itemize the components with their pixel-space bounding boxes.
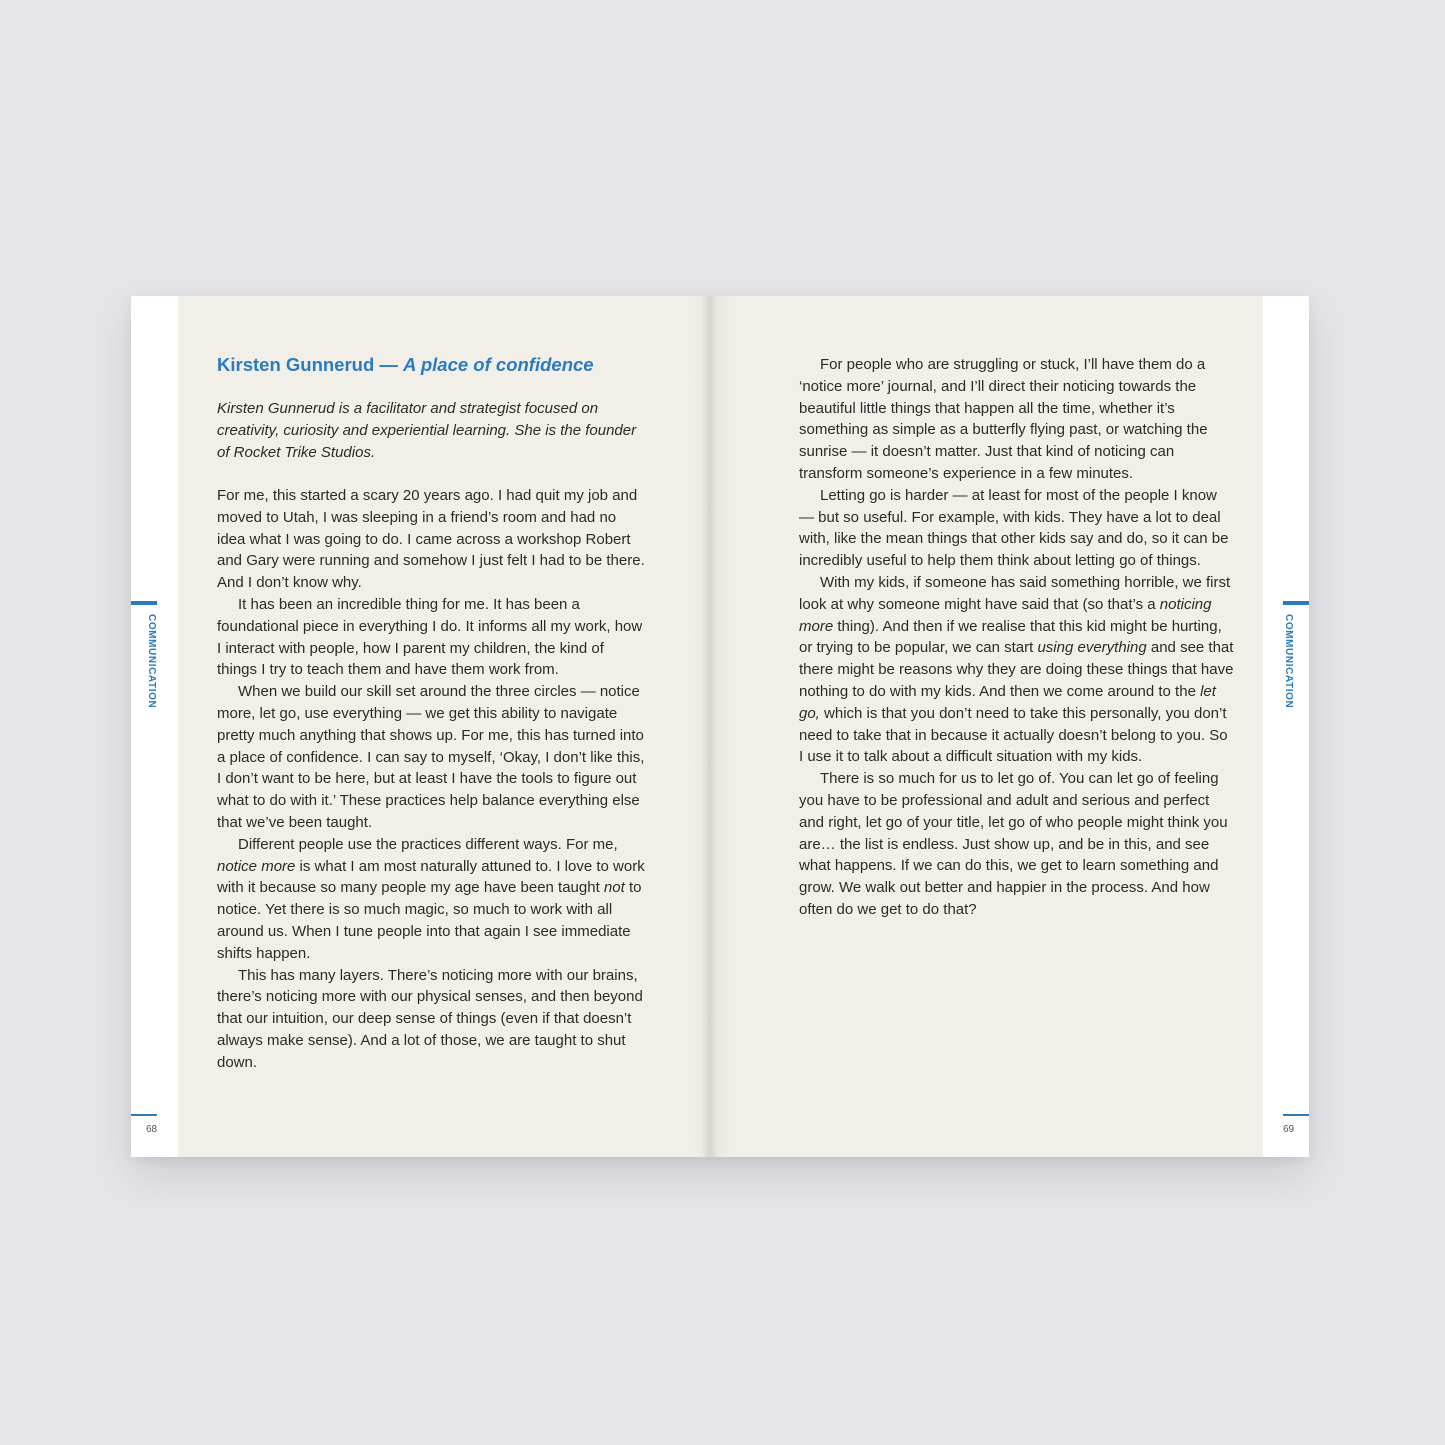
section-tab-marker [1283, 601, 1309, 605]
body-paragraph [217, 834, 645, 965]
body-paragraph: There is so much for us to let go of. You can let go of feeling you have to be professional and adult and serious and perfect and right, let go of your title, let go of who people might think you are… the list is endless. Just show up, and be in this, and see what happens. If we can do this, we get to learn something and grow. We walk out better and happier in the process. And how often do we get to do that? [799, 770, 1228, 918]
footer-rule [1283, 1114, 1309, 1116]
text-run: which is that you don’t need to take this personally, you don’t need to take that in because it actually doesn’t belong to you. So I use it to talk about a difficult situation with my kids. [799, 704, 1228, 766]
emphasis: notice more [217, 857, 296, 875]
body-paragraph: For people who are struggling or stuck, I’ll have them do a ‘notice more’ journal, and I’ll direct their noticing towards the beautiful little things that happen all the time, whether it’s something as simple as a butterfly flying past, or watching the sunrise — it doesn’t matter. Just that kind of noticing can transform someone’s experience in a few minutes. [799, 356, 1208, 482]
body-paragraph: For me, this started a scary 20 years ago. I had quit my job and moved to Utah, I was sleeping in a friend’s room and had no idea what I was going to do. I came across a workshop Robert and Gary were running and somehow I just felt I had to be there. And I don’t know why. [217, 487, 645, 592]
text-run: and see that there might be reasons why they are doing these things that have nothing to do with my kids. And then we come around to the [799, 639, 1234, 700]
section-tab-label: COMMUNICATION [1283, 614, 1294, 709]
footer-rule [131, 1114, 157, 1116]
article-heading [217, 354, 594, 376]
book-spread [131, 296, 1309, 1157]
section-tab-marker [131, 601, 157, 605]
page-number: 68 [146, 1124, 158, 1135]
body-paragraph: Letting go is harder — at least for most of the people I know — but so useful. For example, with kids. They have a lot to deal with, like the mean things that other kids say and do, so it can be incredibly useful to help them think about letting go of things. [799, 486, 1229, 570]
left-body [217, 485, 645, 1074]
heading-subtitle: A place of confidence [403, 354, 594, 375]
right-page [709, 296, 1309, 1157]
emphasis: let go, [799, 682, 1216, 722]
text-run: is what I am most naturally attuned to. I love to work with it because so many people my age have been taught [217, 857, 645, 897]
text-run: thing). And then if we realise that this kid might be hurting, or trying to be popular, we can start [799, 617, 1222, 657]
body-paragraph: When we build our skill set around the three circles — notice more, let go, use everything — we get this ability to navigate pretty much anything that shows up. For me, this has turned into a place of confidence. I can say to myself, ‘Okay, I don’t like this, I don’t want to be here, but at least I have the tools to figure out what to do with it.’ These practices help balance everything else that we’ve been taught. [217, 683, 645, 831]
left-page [131, 296, 709, 1157]
text-run: With my kids, if someone has said something horrible, we first look at why someone might have said that (so that’s a [799, 573, 1231, 613]
emphasis: using everything [1037, 639, 1147, 657]
emphasis: not [603, 879, 625, 897]
body-paragraph [799, 572, 1235, 768]
emphasis: noticing more [799, 595, 1212, 635]
body-paragraph: It has been an incredible thing for me. It has been a foundational piece in everything I do. It informs all my work, how I interact with people, how I parent my children, the kind of things I try to teach them and have them work from. [217, 595, 643, 679]
right-body [799, 354, 1235, 921]
section-tab-label: COMMUNICATION [146, 614, 157, 709]
text-run: Different people use the practices different ways. For me, [238, 835, 618, 853]
page-number: 69 [1283, 1124, 1295, 1135]
heading-name: Kirsten Gunnerud — [217, 354, 398, 375]
text-run: to notice. Yet there is so much magic, so much to work with all around us. When I tune people into that again I see immediate shifts happen. [217, 879, 642, 962]
body-paragraph: This has many layers. There’s noticing more with our brains, there’s noticing more with our physical senses, and then beyond that our intuition, our deep sense of things (even if that doesn’t always make sense). And a lot of those, we are taught to shut down. [217, 966, 643, 1071]
book-gutter [703, 296, 715, 1157]
intro-paragraph: Kirsten Gunnerud is a facilitator and strategist focused on creativity, curiosity and experiential learning. She is the founder of Rocket Trike Studios. [217, 400, 637, 461]
